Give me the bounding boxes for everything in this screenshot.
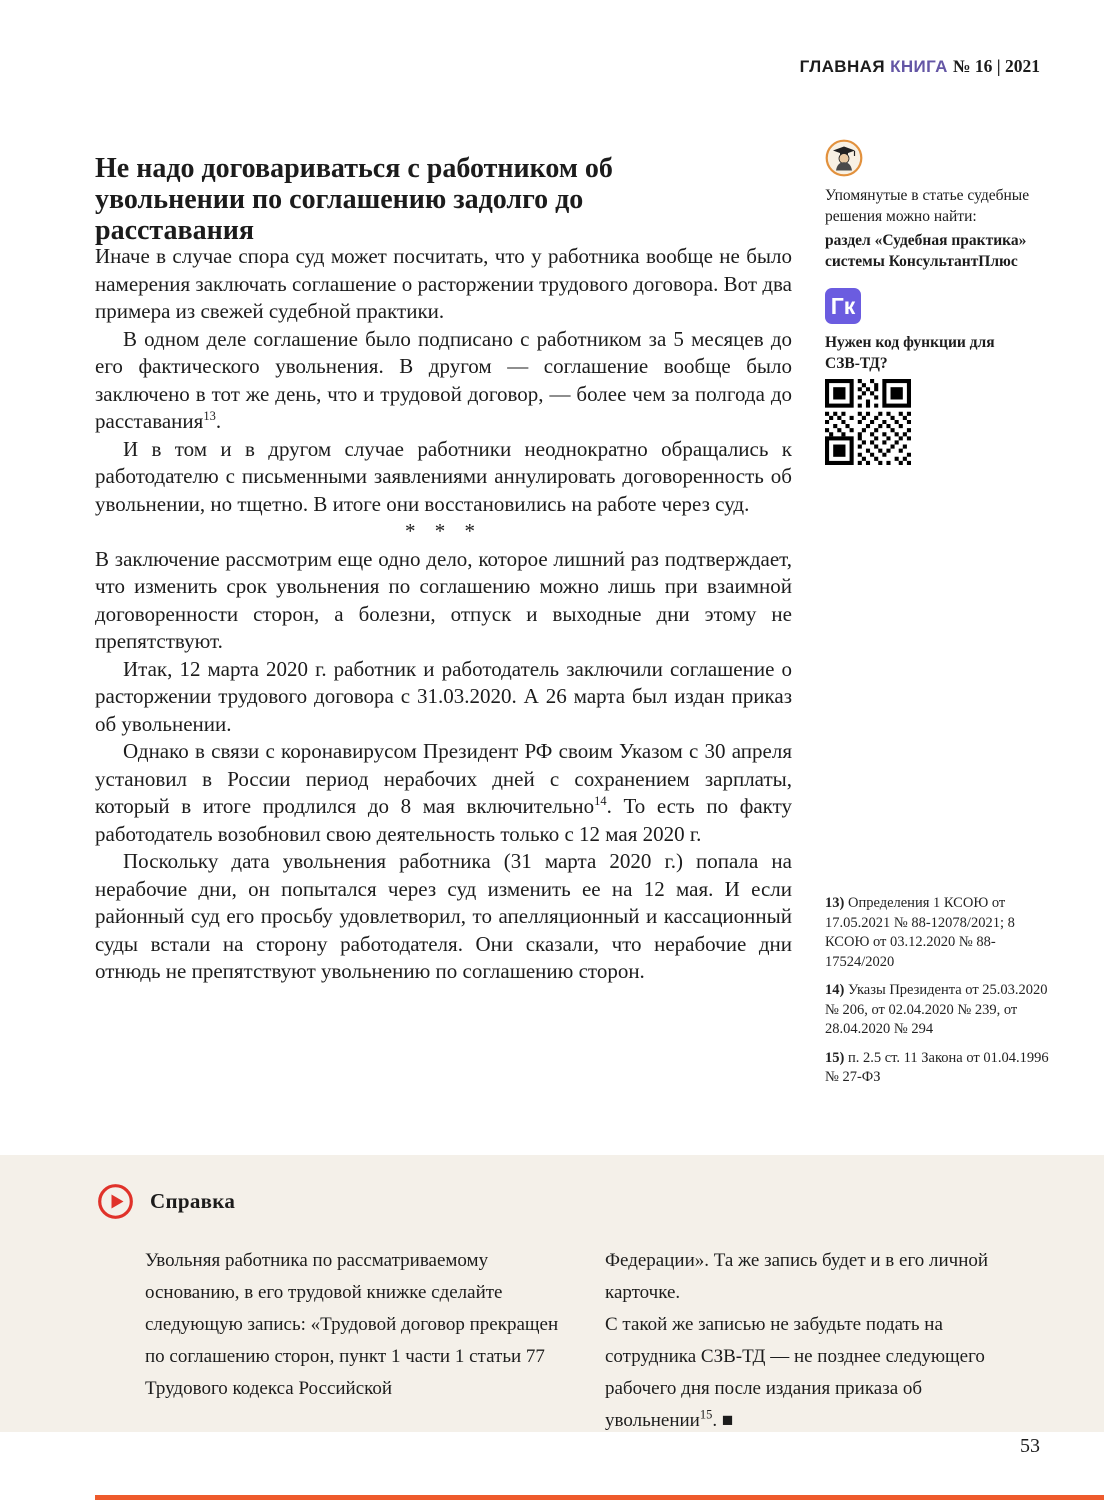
footnote-number: 14) <box>825 982 845 998</box>
masthead-brand-black: ГЛАВНАЯ <box>799 57 885 76</box>
paragraph-text: . <box>215 409 222 433</box>
footnotes <box>825 894 1053 1097</box>
footnote-14 <box>825 981 1053 1040</box>
footnote-number: 15) <box>825 1049 845 1066</box>
footnote-number: 13) <box>825 895 845 911</box>
article-paragraph: Поскольку дата увольнения работника (31 марта 2020 г.) попала на нерабочие дни, он попытался через суд изменить ее на 12 мая. И если районный суд его просьбу удовлетворил, то апелляционный и кассационный суды встали на сторону работодателя. Они сказали, что нерабочие дни отнюдь не препятствуют увольнению по соглашению сторон. <box>95 849 792 983</box>
end-mark: . ■ <box>712 1410 734 1431</box>
reference-text: С такой же записью не забудьте подать на сотрудника СЗВ-ТД — не позднее следующего рабочего дня после издания приказа об увольнении <box>605 1314 985 1431</box>
reference-text <box>605 1309 1035 1437</box>
article-paragraph: В заключение рассмотрим еще одно дело, которое лишний раз подтверждает, что изменить срок увольнения по соглашению можно лишь при взаимной договоренности сторон, а болезни, отпуск и выходные дни этому не препятствуют. <box>95 546 792 653</box>
qr-code <box>825 379 911 465</box>
paragraph-text: В одном деле соглашение было подписано с работником за 5 месяцев до его фактического увольнения. В другом — соглашение вообще было заключено в тот же день, что и трудовой договор, — более чем за полгода до расставания <box>95 326 792 433</box>
reference-text: Увольняя работника по рассматриваемому основанию, в его трудовой книжке сделайте следующую запись: «Трудовой договор прекращен по соглашению сторон, пункт 1 части 1 статьи 77 Трудового кодекса Российской <box>145 1250 559 1399</box>
masthead-brand-purple: КНИГА <box>890 57 948 76</box>
reference-heading-label: Справка <box>150 1189 236 1213</box>
article-paragraph: Иначе в случае спора суд может посчитать, что у работника вообще не было намерения заключать соглашение о расторжении трудового договора. Вот два примера из свежей судебной практики. <box>95 244 792 323</box>
footnote-13 <box>825 894 1053 972</box>
footnote-15 <box>825 1049 1053 1088</box>
footnote-text: Указы Президента от 25.03.2020 № 206, от 02.04.2020 № 239, от 28.04.2020 № 294 <box>825 982 1048 1037</box>
reference-box <box>0 1155 1104 1432</box>
reference-column-left <box>145 1245 575 1437</box>
reference-heading <box>97 1183 235 1220</box>
footnote-ref-13: 13 <box>203 409 216 423</box>
footnote-ref-15: 15 <box>699 1407 713 1422</box>
reference-columns <box>145 1245 1035 1437</box>
footnote-text: п. 2.5 ст. 11 Закона от 01.04.1996 № 27-ФЗ <box>825 1049 1049 1085</box>
masthead <box>800 56 1040 77</box>
sidebar <box>825 139 1045 465</box>
reference-column-right <box>605 1245 1035 1437</box>
section-separator: * * * <box>405 519 482 543</box>
page-number: 53 <box>1020 1435 1040 1457</box>
bottom-accent-bar <box>95 1495 1104 1500</box>
qr-caption: Нужен код функции для СЗВ-ТД? <box>825 334 995 372</box>
reference-text: Федерации». Та же запись будет и в его личной карточке. <box>605 1250 989 1303</box>
article-paragraph: И в том и в другом случае работники неоднократно обращались к работодателю с письменными заявлениями аннулировать договоренность об увольнении, но тщетно. В итоге они восстановились на работе через суд. <box>95 436 792 516</box>
gk-logo <box>825 288 861 324</box>
article-paragraph <box>95 326 792 436</box>
article-title: Не надо договариваться с работником об увольнении по соглашению задолго до расставания <box>95 152 613 246</box>
paragraph-text: Однако в связи с коронавирусом Президент РФ своим Указом с 30 апреля установил в России период нерабочих дней с сохранением зарплаты, который в итоге продлился до 8 мая включительно <box>95 739 792 818</box>
gk-logo-text: Гк <box>830 292 856 319</box>
article-paragraph: Итак, 12 марта 2020 г. работник и работодатель заключили соглашение о расторжении трудового договора с 31.03.2020. А 26 марта был издан приказ об увольнении. <box>95 656 792 736</box>
footnote-ref-14: 14 <box>594 794 607 808</box>
article-body <box>95 243 792 986</box>
article-paragraph <box>95 738 792 848</box>
masthead-issue: № 16 | 2021 <box>952 56 1040 76</box>
sidebar-note-bold: раздел «Судебная практика» системы КонсультантПлюс <box>825 232 1027 270</box>
sidebar-note: Упомянутые в статье судебные решения можно найти: <box>825 187 1030 225</box>
paragraph-text: . То есть по факту работодатель возобновил свою деятельность только с 12 мая 2020 г. <box>95 794 792 846</box>
footnote-text: Определения 1 КСОЮ от 17.05.2021 № 88-12078/2021; 8 КСОЮ от 03.12.2020 № 88-17524/2020 <box>825 895 1015 970</box>
play-icon <box>97 1183 134 1220</box>
judge-icon <box>825 139 863 177</box>
